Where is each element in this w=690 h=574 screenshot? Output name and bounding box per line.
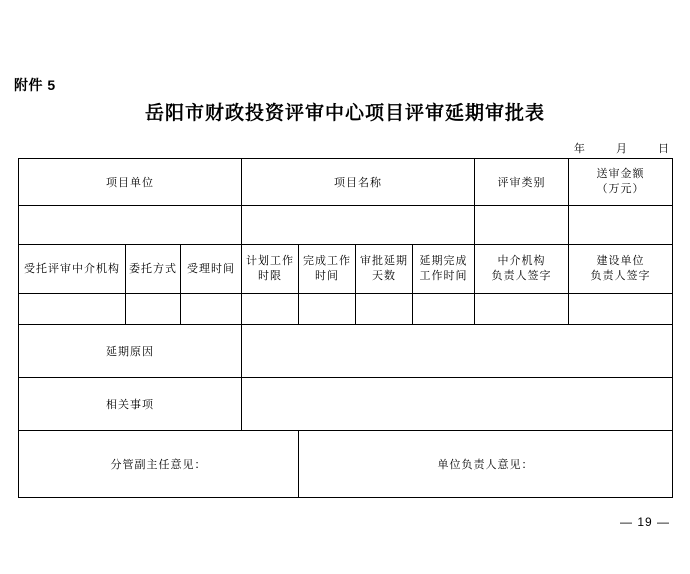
value-related-matters[interactable] (242, 378, 673, 431)
header-agency: 受托评审中介机构 (19, 245, 126, 294)
header-plan-period-line1: 计划工作 (246, 255, 295, 268)
date-year-label: 年 (573, 143, 586, 155)
header-finish-time-line1: 完成工作 (303, 255, 352, 268)
value-agency-signature[interactable] (475, 294, 569, 325)
approval-form-table (18, 158, 673, 498)
header-agency-signature-line2: 负责人签字 (491, 270, 552, 282)
header-submit-amount-line2: （万元） (596, 183, 645, 195)
header-delayed-finish-time (413, 245, 475, 294)
header-delay-days-line1: 审批延期 (360, 255, 409, 268)
header-delay-days-line2: 天数 (372, 270, 397, 282)
header-review-type: 评审类别 (475, 159, 569, 206)
header-finish-time-line2: 时间 (315, 270, 340, 282)
value-review-type[interactable] (475, 206, 569, 245)
value-entrust-method[interactable] (126, 294, 181, 325)
header-plan-period (242, 245, 299, 294)
value-delay-days[interactable] (356, 294, 413, 325)
value-accept-time[interactable] (181, 294, 242, 325)
attachment-label: 附件 5 (14, 77, 56, 93)
unit-head-opinion[interactable]: 单位负责人意见： (299, 431, 673, 498)
page-number: — 19 — (619, 515, 670, 529)
table-row-header-sub (19, 245, 673, 294)
value-delayed-finish-time[interactable] (413, 294, 475, 325)
table-row-header-main (19, 159, 673, 206)
header-accept-time: 受理时间 (181, 245, 242, 294)
table-row-delay-reason (19, 325, 673, 378)
label-delay-reason: 延期原因 (19, 325, 242, 378)
table-row-related-matters (19, 378, 673, 431)
value-delay-reason[interactable] (242, 325, 673, 378)
header-submit-amount (569, 159, 673, 206)
deputy-director-opinion[interactable]: 分管副主任意见： (19, 431, 299, 498)
header-plan-period-line2: 时限 (258, 270, 283, 282)
value-agency[interactable] (19, 294, 126, 325)
table-row-values-main (19, 206, 673, 245)
header-submit-amount-line1: 送审金额 (596, 168, 645, 181)
header-project-name: 项目名称 (242, 159, 475, 206)
value-project-unit[interactable] (19, 206, 242, 245)
table-row-values-sub (19, 294, 673, 325)
header-agency-signature-line1: 中介机构 (497, 255, 546, 268)
header-delay-days (356, 245, 413, 294)
label-related-matters: 相关事项 (19, 378, 242, 431)
table-row-opinions (19, 431, 673, 498)
date-day-label: 日 (658, 143, 670, 155)
header-unit-signature-line1: 建设单位 (596, 255, 645, 268)
value-plan-period[interactable] (242, 294, 299, 325)
value-project-name[interactable] (242, 206, 475, 245)
header-agency-signature (475, 245, 569, 294)
date-month-label: 月 (615, 143, 628, 155)
value-submit-amount[interactable] (569, 206, 673, 245)
header-delayed-finish-line1: 延期完成 (419, 255, 468, 268)
header-finish-time (299, 245, 356, 294)
header-unit-signature-line2: 负责人签字 (590, 270, 651, 282)
header-project-unit: 项目单位 (19, 159, 242, 206)
page-title: 岳阳市财政投资评审中心项目评审延期审批表 (144, 103, 545, 124)
value-finish-time[interactable] (299, 294, 356, 325)
header-delayed-finish-line2: 工作时间 (419, 270, 468, 282)
header-unit-signature (569, 245, 673, 294)
date-line (548, 140, 670, 156)
header-entrust-method: 委托方式 (126, 245, 181, 294)
value-unit-signature[interactable] (569, 294, 673, 325)
